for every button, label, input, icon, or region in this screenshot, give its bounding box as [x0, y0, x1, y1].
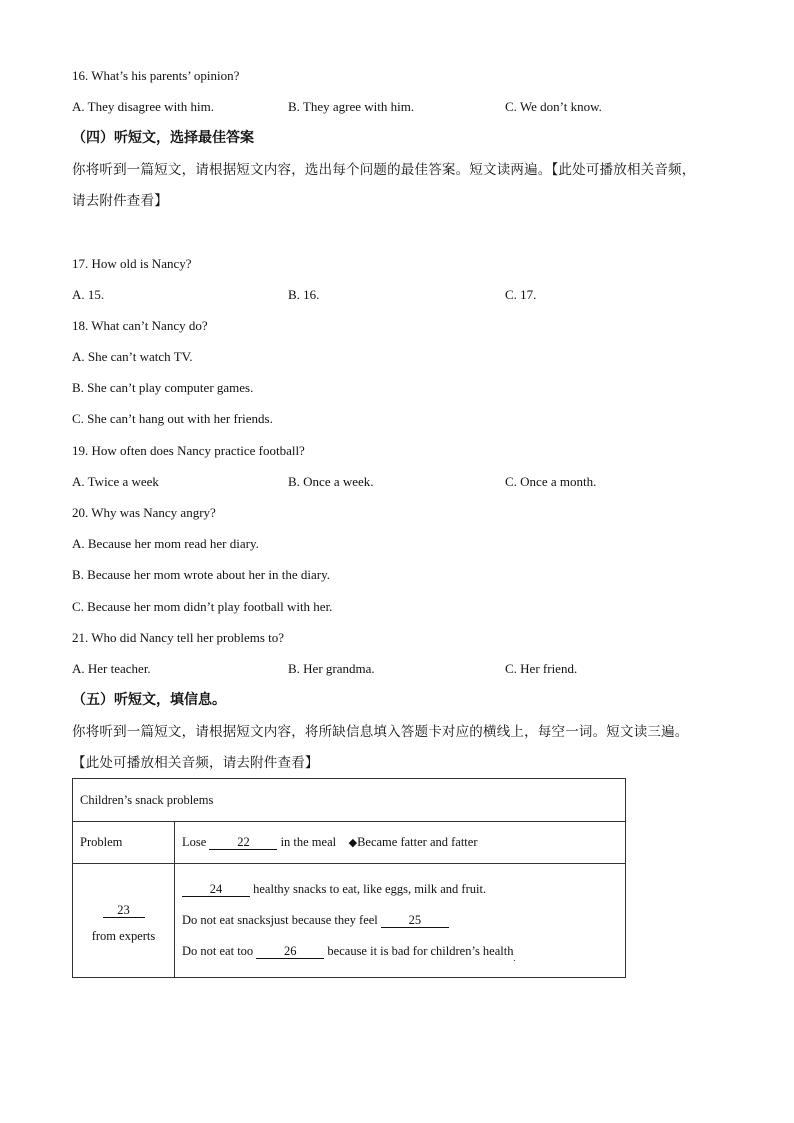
question-21: 21. Who did Nancy tell her problems to?: [72, 630, 285, 645]
q21-option-a: A. Her teacher.: [72, 661, 151, 676]
advice-line-1: [182, 874, 618, 905]
advice-cell: [175, 864, 626, 978]
section-4-heading: （四）听短文，选择最佳答案: [72, 131, 254, 146]
problem-text-pre: Lose: [182, 835, 210, 849]
advice-line-3-pre: Do not eat too: [182, 943, 257, 958]
advice-label-cell: [73, 864, 175, 978]
q20-option-b: B. Because her mom wrote about her in the diary.: [72, 567, 330, 582]
advice-line-2: [182, 905, 618, 936]
advice-line-3-post: because it is bad for children’s health: [324, 943, 514, 958]
advice-line-3-end: .: [513, 952, 516, 963]
blank-26[interactable]: 26: [256, 944, 324, 959]
advice-line-2-pre: Do not eat snacksjust because they feel: [182, 912, 381, 927]
q19-option-b: B. Once a week.: [288, 474, 374, 489]
section-5-instruction-line2: 【此处可播放相关音频，请去附件查看】: [72, 755, 319, 770]
blank-24[interactable]: 24: [182, 882, 250, 897]
q18-option-a: A. She can’t watch TV.: [72, 349, 193, 364]
q21-option-c: C. Her friend.: [505, 661, 578, 676]
q16-option-a: A. They disagree with him.: [72, 99, 215, 114]
section-4-instruction-line2: 请去附件查看】: [72, 193, 168, 208]
q17-option-b: B. 16.: [288, 287, 320, 302]
snack-problems-table: [72, 778, 626, 978]
advice-label: from experts: [91, 929, 156, 943]
problem-extra: Became fatter and fatter: [357, 835, 478, 849]
blank-22[interactable]: 22: [209, 835, 277, 850]
blank-25[interactable]: 25: [381, 913, 449, 928]
blank-23[interactable]: 23: [103, 903, 145, 918]
section-5-instruction-line1: 你将听到一篇短文，请根据短文内容，将所缺信息填入答题卡对应的横线上，每空一词。短文读三遍。: [72, 724, 689, 739]
section-5-heading: （五）听短文，填信息。: [72, 693, 226, 708]
q17-option-c: C. 17.: [505, 287, 537, 302]
q19-option-c: C. Once a month.: [505, 474, 597, 489]
q18-option-c: C. She can’t hang out with her friends.: [72, 411, 273, 426]
q16-option-c: C. We don’t know.: [505, 99, 602, 114]
section-4-instruction-line1: 你将听到一篇短文，请根据短文内容，选出每个问题的最佳答案。短文读两遍。【此处可播放相关音频，: [72, 162, 696, 177]
advice-line-1-post: healthy snacks to eat, like eggs, milk and fruit.: [250, 881, 487, 896]
question-19: 19. How often does Nancy practice football?: [72, 443, 305, 458]
advice-line-3: [182, 936, 618, 968]
question-18: 18. What can’t Nancy do?: [72, 318, 208, 333]
diamond-bullet-icon: ◆: [348, 837, 358, 849]
q18-option-b: B. She can’t play computer games.: [72, 380, 254, 395]
problem-cell: [175, 822, 626, 864]
problem-text-post: in the meal: [277, 835, 337, 849]
q16-option-b: B. They agree with him.: [288, 99, 415, 114]
question-17: 17. How old is Nancy?: [72, 256, 192, 271]
question-20: 20. Why was Nancy angry?: [72, 505, 216, 520]
q17-option-a: A. 15.: [72, 287, 105, 302]
q20-option-a: A. Because her mom read her diary.: [72, 536, 259, 551]
q20-option-c: C. Because her mom didn’t play football with her.: [72, 599, 333, 614]
q19-option-a: A. Twice a week: [72, 474, 159, 489]
table-title: Children’s snack problems: [73, 779, 626, 822]
question-16: 16. What’s his parents’ opinion?: [72, 68, 240, 83]
problem-label: Problem: [73, 822, 175, 864]
q21-option-b: B. Her grandma.: [288, 661, 375, 676]
